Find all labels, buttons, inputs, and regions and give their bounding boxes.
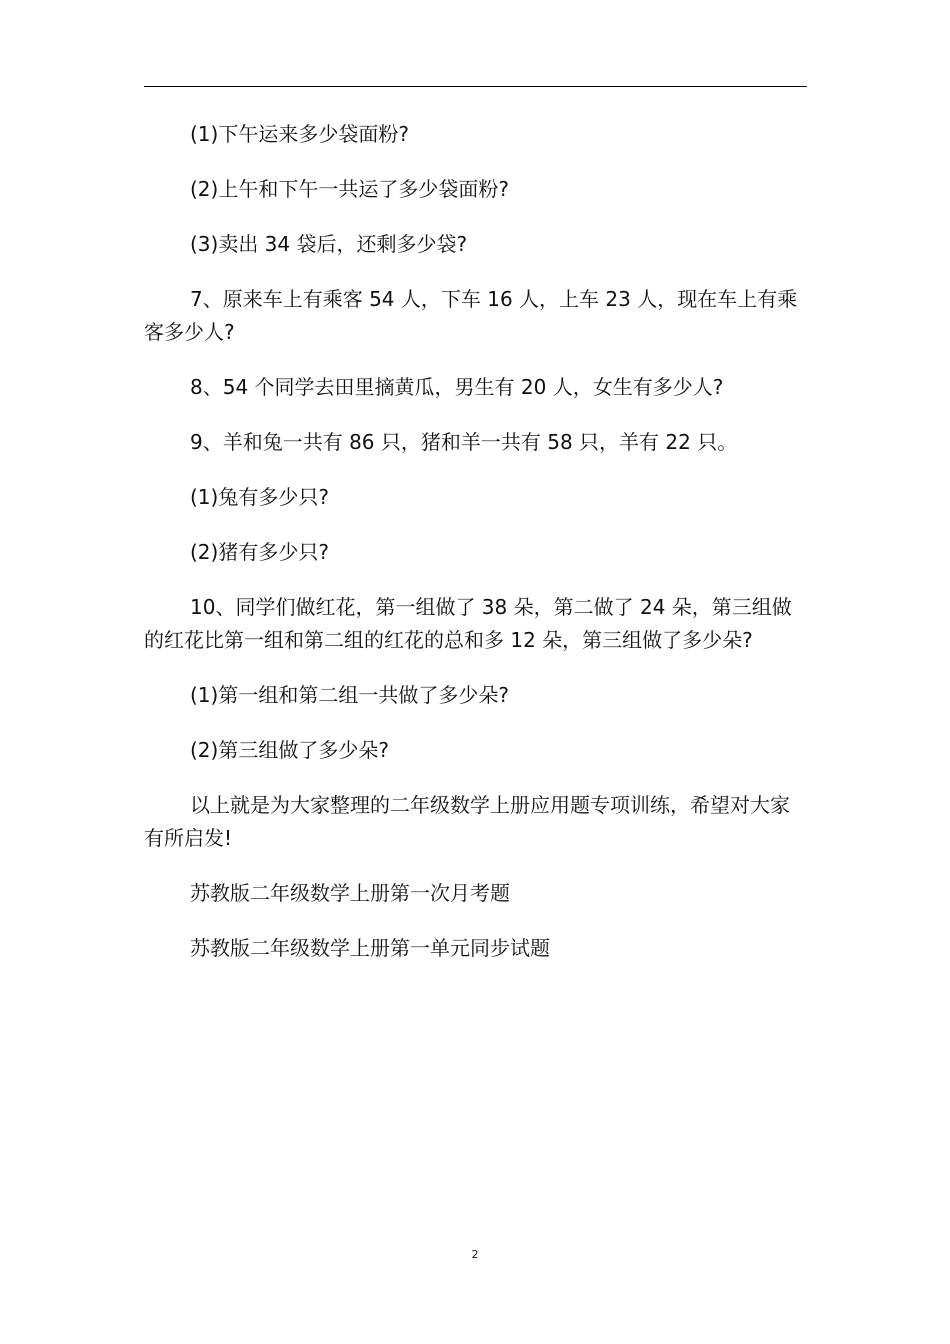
document-body (144, 118, 807, 987)
question-10: 10、同学们做红花，第一组做了 38 朵，第二做了 24 朵，第三组做的红花比第一组和第二组的红花的总和多 12 朵，第三组做了多少朵? (144, 595, 792, 652)
question-6-part-1: (1)下午运来多少袋面粉? (190, 122, 409, 146)
question-9: 9、羊和兔一共有 86 只，猪和羊一共有 58 只，羊有 22 只。 (190, 430, 738, 454)
question-8: 8、54 个同学去田里摘黄瓜，男生有 20 人，女生有多少人? (190, 375, 724, 399)
related-link-2[interactable]: 苏教版二年级数学上册第一单元同步试题 (190, 936, 550, 960)
question-7: 7、原来车上有乘客 54 人，下车 16 人，上车 23 人，现在车上有乘客多少人? (144, 287, 798, 344)
question-6-part-3: (3)卖出 34 袋后，还剩多少袋? (190, 232, 468, 256)
question-9-part-2: (2)猪有多少只? (190, 540, 329, 564)
question-10-part-2: (2)第三组做了多少朵? (190, 738, 389, 762)
related-link-1[interactable]: 苏教版二年级数学上册第一次月考题 (190, 881, 510, 905)
page-number: 2 (471, 1248, 479, 1261)
question-10-part-1: (1)第一组和第二组一共做了多少朵? (190, 683, 509, 707)
question-6-part-2: (2)上午和下午一共运了多少袋面粉? (190, 177, 509, 201)
header-rule (144, 86, 807, 87)
question-9-part-1: (1)兔有多少只? (190, 485, 329, 509)
closing-remark: 以上就是为大家整理的二年级数学上册应用题专项训练，希望对大家有所启发! (144, 793, 790, 850)
